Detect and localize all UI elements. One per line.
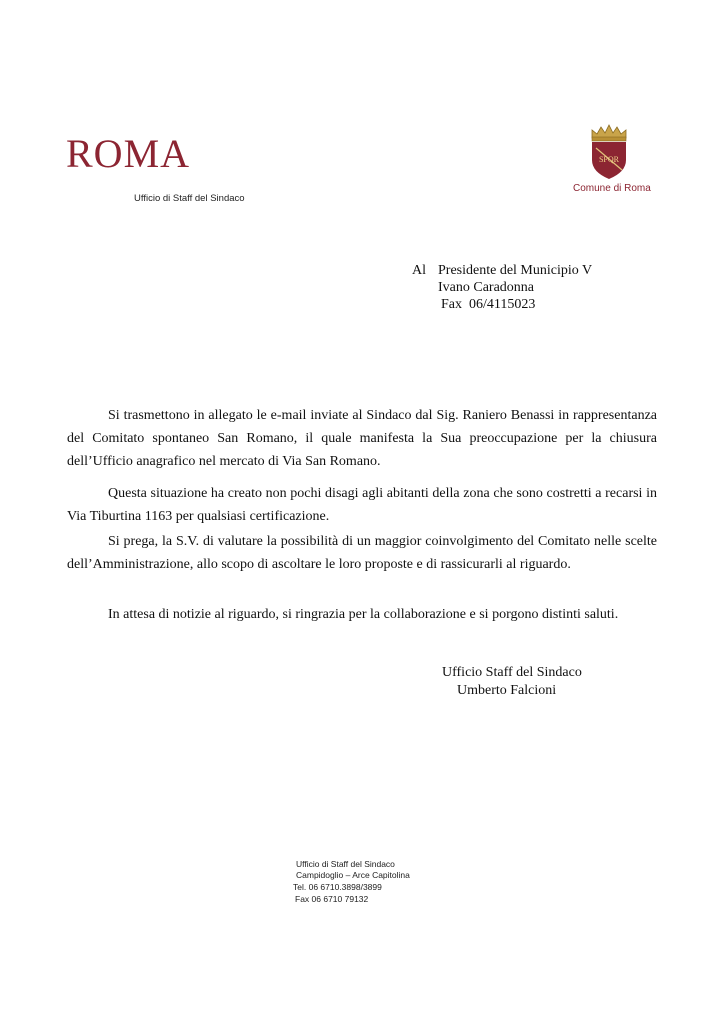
office-subtitle: Ufficio di Staff del Sindaco xyxy=(134,193,245,204)
rome-crest-icon xyxy=(586,124,632,180)
footer-line-1: Ufficio di Staff del Sindaco xyxy=(296,859,395,869)
body-paragraph-4: In attesa di notizie al riguardo, si ringrazia per la collaborazione e si porgono distinti saluti. xyxy=(108,607,619,622)
signature-office: Ufficio Staff del Sindaco xyxy=(442,665,582,680)
body-paragraph-3: Si prega, la S.V. di valutare la possibilità di un maggior coinvolgimento del Comitato nelle scelte dell’Amministrazione, allo scopo di ascoltare le loro proposte e di rassicurarli al riguardo. xyxy=(67,534,657,572)
body-paragraph-2: Questa situazione ha creato non pochi disagi agli abitanti della zona che sono costretti a recarsi in Via Tiburtina 1163 per qualsiasi certificazione. xyxy=(67,486,657,524)
addressee-line-2: Ivano Caradonna xyxy=(438,280,535,295)
footer-line-2: Campidoglio – Arce Capitolina xyxy=(296,870,410,880)
footer-line-3: Tel. 06 6710.3898/3899 xyxy=(293,882,382,892)
footer-line-4: Fax 06 6710 79132 xyxy=(295,894,369,904)
addressee-line-1: Presidente del Municipio V xyxy=(438,263,593,278)
crest-label: Comune di Roma xyxy=(573,183,651,194)
roma-logo: ROMA xyxy=(66,131,191,176)
addressee-line-3: Fax 06/4115023 xyxy=(441,297,536,312)
addressee-prefix: Al xyxy=(412,263,426,278)
svg-text:SPQR: SPQR xyxy=(598,155,620,164)
signature-name: Umberto Falcioni xyxy=(457,683,557,698)
body-paragraph-1: Si trasmettono in allegato le e-mail inviate al Sindaco dal Sig. Raniero Benassi in rappresentanza del Comitato spontaneo San Romano, il quale manifesta la Sua preoccupazione per la chiusura dell’Ufficio anagrafico nel mercato di Via San Romano. xyxy=(67,408,657,469)
